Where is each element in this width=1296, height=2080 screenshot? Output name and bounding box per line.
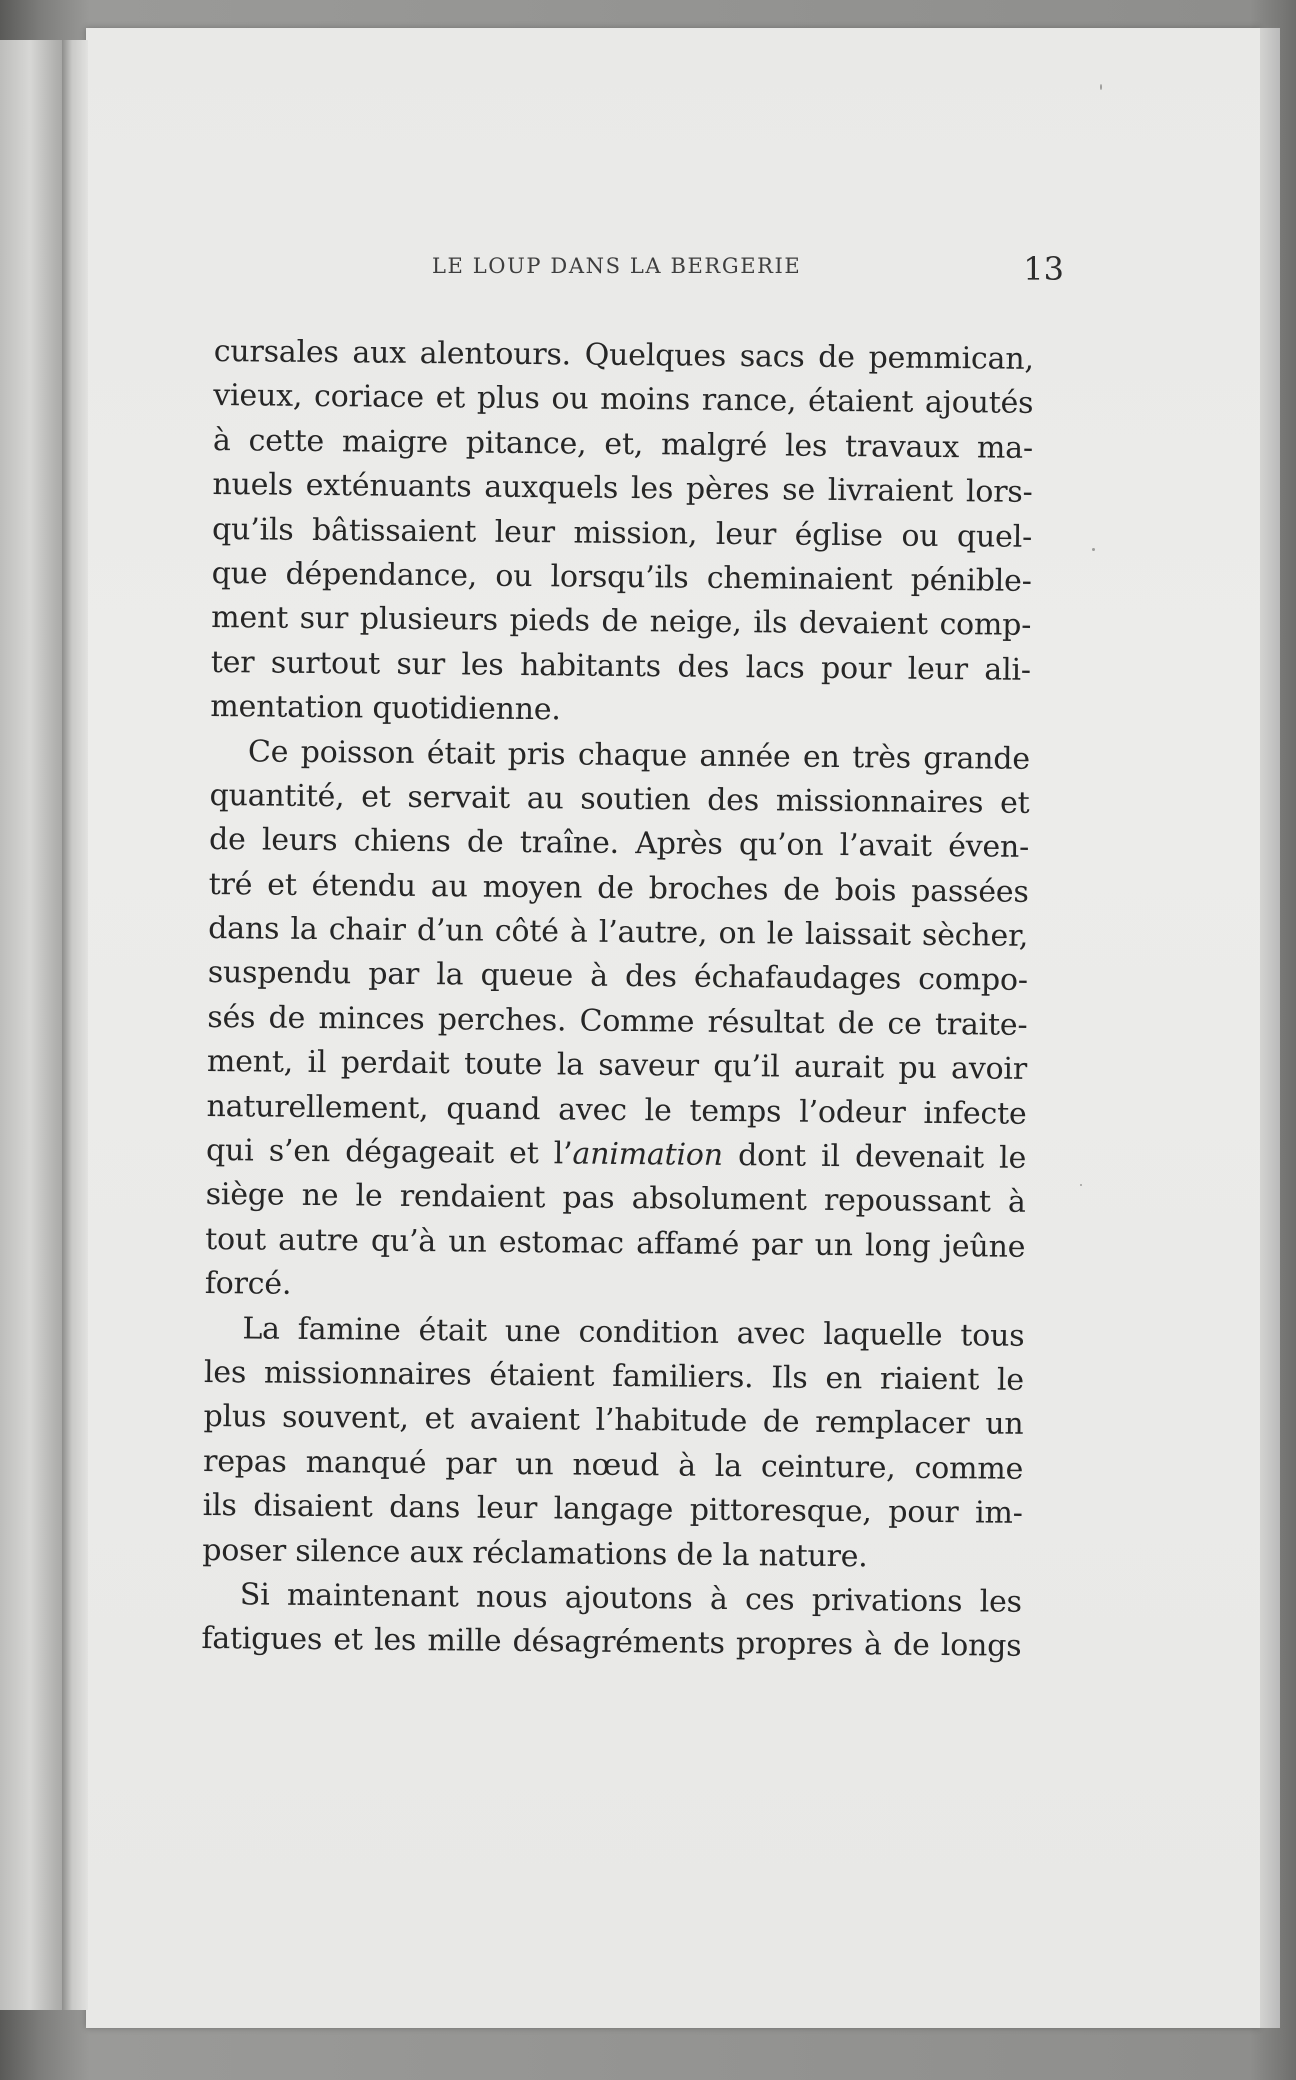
text-line: mentation quotidienne. [210,689,561,728]
running-title: LE LOUP DANS LA BERGERIE [432,254,802,278]
text-line: ter surtout sur les habitants des lacs pour leur ali- [210,644,1031,688]
text-line: Ce poisson était pris chaque année en très grande [247,733,1031,777]
paper-speck [1080,1184,1082,1186]
body-text [201,330,1034,1670]
text-line: poser silence aux réclamations de la nature. [202,1532,868,1574]
text-line: de leurs chiens de traîne. Après qu’on l’avait éven- [208,822,1030,866]
text-line: tout autre qu’à un estomac affamé par un long jeûne [205,1221,1026,1265]
text-line: naturellement, quand avec le temps l’odeur infecte [206,1088,1027,1132]
text-line: quantité, et servait au soutien des missionnaires et [209,777,1030,821]
italic-word: animation [572,1136,724,1173]
page-fore-edge [1260,28,1280,2028]
binding-shadow [62,40,88,2010]
paper-speck [1092,548,1095,551]
text-line: dans la chair d’un côté à l’autre, on le laissait sècher, [208,911,1029,954]
page-number: 13 [1023,250,1064,288]
text-segment: dont il devenait le [722,1137,1027,1176]
text-line: que dépendance, ou lorsqu’ils cheminaient pénible- [211,555,1032,599]
text-line: siège ne le rendaient pas absolument repoussant à [205,1177,1026,1221]
text-line: forcé. [204,1266,292,1302]
text-segment: qui s’en dégageait et l’ [205,1132,573,1172]
text-line: suspendu par la queue à des échafaudages compo- [207,955,1028,999]
text-line: nuels exténuants auxquels les pères se livraient lors- [212,467,1033,511]
text-line: ment sur plusieurs pieds de neige, ils devaient comp- [211,600,1032,644]
text-line: qu’ils bâtissaient leur mission, leur église ou quel- [211,511,1033,555]
text-line: sés de minces perches. Comme résultat de ce traite- [207,999,1028,1043]
text-line: vieux, coriace et plus ou moins rance, étaient ajoutés [213,378,1034,422]
text-line: les missionnaires étaient familiers. Ils en riaient le [203,1354,1025,1398]
text-line: plus souvent, et avaient l’habitude de remplacer un [203,1399,1024,1443]
text-line: tré et étendu au moyen de broches de bois passées [208,866,1029,910]
text-line-with-italic [206,1129,1026,1181]
text-line: ment, il perdait toute la saveur qu’il aurait pu avoir [206,1044,1028,1088]
text-line: Si maintenant nous ajoutons à ces privations les [239,1577,1022,1620]
paper-speck [1100,84,1102,90]
previous-page-edge [0,40,66,2010]
text-line: fatigues et les mille désagréments propres à de longs [201,1621,1022,1665]
text-line: ils disaient dans leur langage pittoresque, pour im- [202,1488,1023,1531]
text-line: à cette maigre pitance, et, malgré les travaux ma- [212,422,1034,466]
text-line: cursales aux alentours. Quelques sacs de pemmican, [213,333,1034,377]
text-line: repas manqué par un nœud à la ceinture, comme [202,1443,1024,1487]
text-line: La famine était une condition avec laquelle tous [242,1310,1025,1354]
